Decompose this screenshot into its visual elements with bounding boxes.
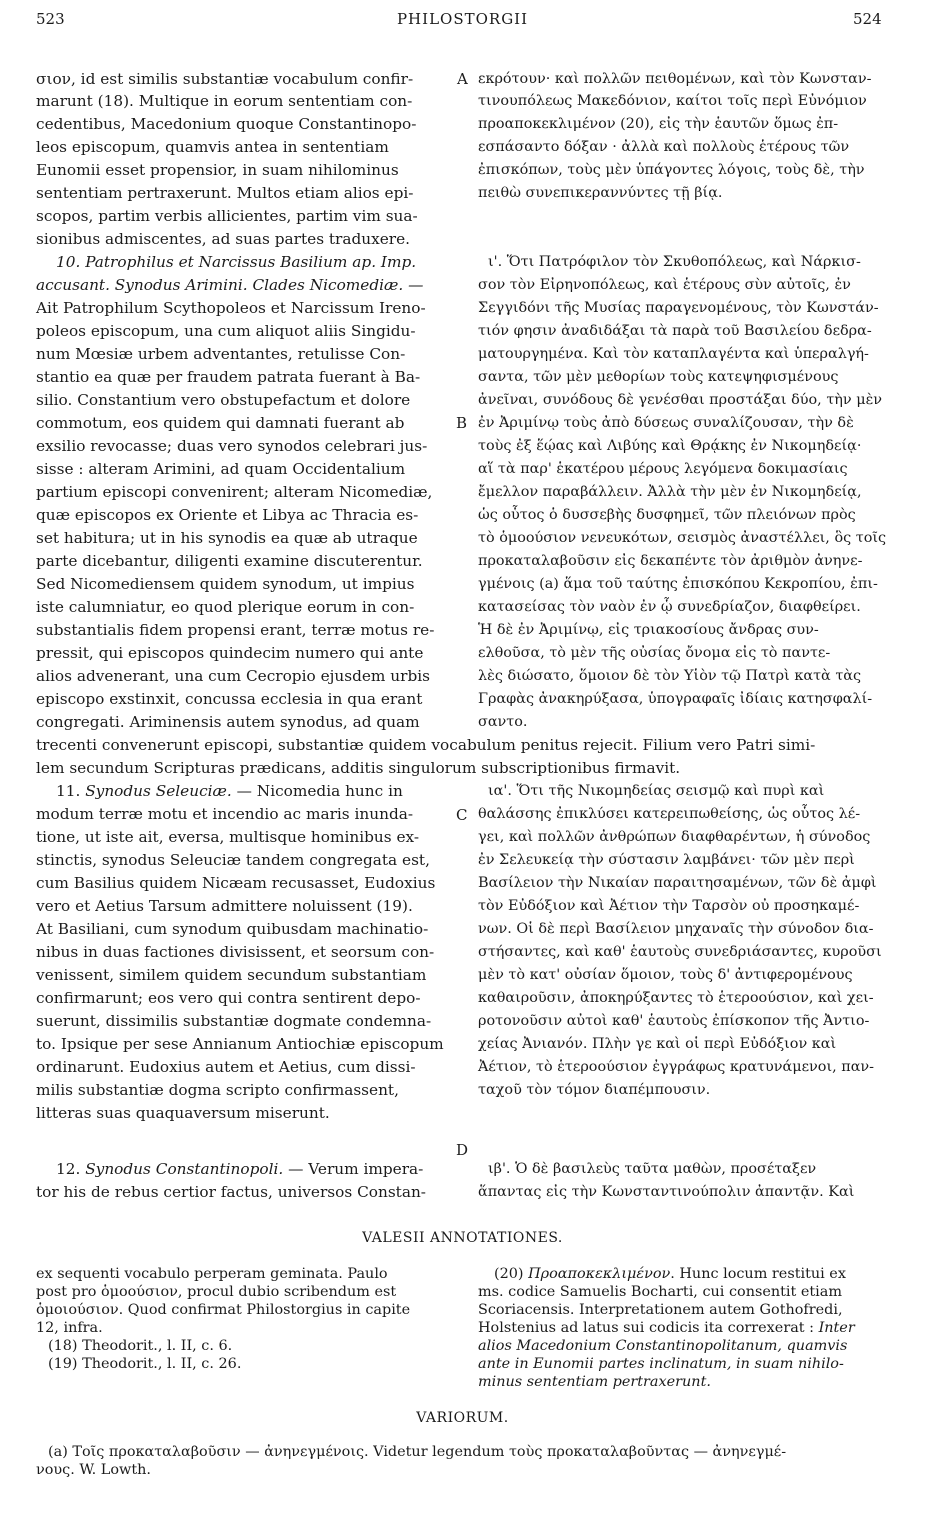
greek-line: σον τὸν Εἰρηνοπόλεως, καὶ ἑτέρους σὺν αὐτοῖς, ἐν xyxy=(478,277,851,293)
annotation-line: alios Macedonium Constantinopolitanum, quamvis xyxy=(478,1338,848,1354)
latin-line: parte dicebantur, diligenti examine discuterentur. xyxy=(36,552,423,570)
annotation-line: Holstenius ad latus sui codicis ita correxerat : Inter xyxy=(478,1320,855,1336)
greek-line: γμένοις (a) ἅμα τοῦ ταύτης ἐπισκόπου Κεκροπίου, ἐπι- xyxy=(478,576,878,592)
greek-line: θαλάσσης ἐπικλύσει κατερειπωθείσης, ὡς οὗτος λέ- xyxy=(478,806,861,822)
greek-line: Γραφὰς ἀνακηρύξασα, ὑπογραφαῖς ἰδίαις κατησφαλί- xyxy=(478,691,873,707)
margin-letter: D xyxy=(456,1141,469,1159)
latin-line: pressit, qui episcopos quindecim numero qui ante xyxy=(36,644,424,662)
running-title: PHILOSTORGII xyxy=(396,10,529,28)
latin-line: cum Basilius quidem Nicæam recusasset, Eudoxius xyxy=(36,874,436,892)
latin-line: marunt (18). Multique in eorum sententiam con- xyxy=(36,92,413,110)
greek-line: σαντα, τῶν μὲν μεθορίων τοὺς κατεψηφισμένους xyxy=(478,369,839,385)
greek-line: τινουπόλεως Μακεδόνιον, καίτοι τοῖς περὶ Εὐνόμιον xyxy=(478,93,867,109)
greek-line: λὲς διώσατο, ὅμοιον δὲ τὸν Υἱὸν τῷ Πατρὶ κατὰ τὰς xyxy=(478,668,862,684)
annotation-line: ante in Eunomii partes inclinatum, in suam nihilo- xyxy=(478,1356,844,1372)
greek-line: ταχοῦ τὸν τόμον διαπέμπουσιν. xyxy=(478,1082,711,1098)
greek-line: Ἀέτιον, τὸ ἑτεροούσιον ἐγγράφως κρατυνάμενοι, παν- xyxy=(478,1059,875,1075)
margin-letter: B xyxy=(456,414,468,432)
latin-line: ordinarunt. Eudoxius autem et Aetius, cum dissi- xyxy=(36,1058,416,1076)
latin-line: quæ episcopos ex Oriente et Libya ac Thracia es- xyxy=(36,506,419,524)
greek-line: ροτονοῦσιν αὐτοὶ καθ' ἑαυτοὺς ἐπίσκοπον τῆς Ἀντιο- xyxy=(478,1013,870,1029)
greek-line: προκαταλαβοῦσιν εἰς δεκαπέντε τὸν ἀριθμὸν ἀνηνε- xyxy=(478,553,863,569)
section-heading: 12. Synodus Constantinopoli. — Verum impera- xyxy=(56,1160,424,1178)
greek-line: προαποκεκλιμένον (20), εἰς τὴν ἑαυτῶν ὅμως ἐπ- xyxy=(478,116,839,132)
greek-line: ὡς οὗτος ὁ δυσσεβὴς δυσφημεῖ, τῶν πλειόνων πρὸς xyxy=(478,507,856,523)
annotation-line: ms. codice Samuelis Bocharti, cui consentit etiam xyxy=(478,1284,842,1300)
latin-line: set habitura; ut in his synodis ea quæ ab utraque xyxy=(36,529,418,547)
greek-line: ἔμελλον παραβάλλειν. Ἀλλὰ τὴν μὲν ἐν Νικομηδείᾳ, xyxy=(478,484,862,500)
latin-line: num Mœsiæ urbem adventantes, retulisse Con- xyxy=(36,345,406,363)
latin-line: Eunomii esset propensior, in suam nihilominus xyxy=(36,161,399,179)
latin-line: confirmarunt; eos vero qui contra sentirent depo- xyxy=(36,989,421,1007)
greek-line: Σεγγιδόνι τῆς Μυσίας παραγενομένους, τὸν Κωνστάν- xyxy=(478,300,879,316)
greek-line: τὸ ὁμοούσιον νενευκότων, σεισμὸς ἀναστέλλει, ὃς τοῖς xyxy=(478,530,887,546)
greek-line: νων. Οἱ δὲ περὶ Βασίλειον μηχαναῖς τὴν σύνοδον δια- xyxy=(478,921,874,937)
greek-line: αἵ τὰ παρ' ἑκατέρου μέρους λεγόμενα δοκιμασίαις xyxy=(478,461,848,477)
greek-line: ι'. Ὅτι Πατρόφιλον τὸν Σκυθοπόλεως, καὶ Νάρκισ- xyxy=(488,254,861,270)
greek-line: ελθοῦσα, τὸ μὲν τῆς οὐσίας ὄνομα εἰς τὸ παντε- xyxy=(478,645,831,661)
section-heading: 11. Synodus Seleuciæ. — Nicomedia hunc in xyxy=(56,782,403,800)
greek-line: χείας Ἀνιανόν. Πλὴν γε καὶ οἱ περὶ Εὐδόξιον καὶ xyxy=(478,1036,837,1052)
latin-line: episcopo exstinxit, concussa ecclesia in qua erant xyxy=(36,690,423,708)
latin-line: substantialis fidem propensi erant, terræ motus re- xyxy=(36,621,435,639)
greek-line: ια'. Ὅτι τῆς Νικομηδείας σεισμῷ καὶ πυρὶ καὶ xyxy=(488,783,825,799)
greek-line: κατασείσας τὸν ναὸν ἐν ᾧ συνεδρίαζον, διαφθείρει. xyxy=(478,599,861,615)
latin-line: vero et Aetius Tarsum admittere noluissent (19). xyxy=(36,897,413,915)
greek-line: ιβ'. Ὁ δὲ βασιλεὺς ταῦτα μαθὼν, προσέταξεν xyxy=(488,1161,817,1177)
page-number-left: 523 xyxy=(36,10,65,28)
greek-line: καθαιροῦσιν, ἀποκηρύξαντες τὸ ἑτεροούσιον, καὶ χει- xyxy=(478,990,874,1006)
annotation-line: (18) Theodorit., l. II, c. 6. xyxy=(48,1338,233,1354)
variorum-line: (a) Τοῖς προκαταλαβοῦσιν — ἀνηνεγμένοις. Videtur legendum τοὺς προκαταλαβοῦντας — ἀνηνεγμέ- xyxy=(48,1444,787,1460)
section-heading: accusant. Synodus Arimini. Clades Nicomediæ. — xyxy=(36,276,424,294)
full-width-line: lem secundum Scripturas prædicans, additis singulorum subscriptionibus firmavit. xyxy=(36,759,681,777)
page-number-right: 524 xyxy=(853,10,882,28)
latin-line: to. Ipsique per sese Annianum Antiochiæ episcopum xyxy=(36,1035,444,1053)
greek-line: ἐπισκόπων, τοὺς μὲν ὑπάγοντες λόγοις, τοὺς δὲ, τὴν xyxy=(478,162,865,178)
latin-line: leos episcopum, quamvis antea in sententiam xyxy=(36,138,389,156)
annotation-line: 12, infra. xyxy=(36,1320,103,1336)
full-width-line: trecenti convenerunt episcopi, substantiæ quidem vocabulum penitus rejecit. Filium vero Patri simi- xyxy=(36,736,816,754)
latin-line: tione, ut iste ait, eversa, multisque hominibus ex- xyxy=(36,828,420,846)
latin-line: alios advenerant, una cum Cecropio ejusdem urbis xyxy=(36,667,430,685)
latin-line: commotum, eos quidem qui damnati fuerant ab xyxy=(36,414,405,432)
greek-line: εκρότουν· καὶ πολλῶν πειθομένων, καὶ τὸν Κωνσταν- xyxy=(478,71,872,87)
latin-line: sionibus admiscentes, ad suas partes traduxere. xyxy=(36,230,411,248)
section-heading: 10. Patrophilus et Narcissus Basilium ap. Imp. xyxy=(56,253,417,271)
greek-line: Ἡ δὲ ἐν Ἀριμίνῳ, εἰς τριακοσίους ἄνδρας συν- xyxy=(478,622,819,638)
latin-line: stantio ea quæ per fraudem patrata fuerant à Ba- xyxy=(36,368,421,386)
greek-line: σαντο. xyxy=(478,714,528,730)
latin-line: tor his de rebus certior factus, universos Constan- xyxy=(36,1183,426,1201)
greek-line: πειθὼ συνεπικεραννύντες τῇ βίᾳ. xyxy=(478,185,723,201)
margin-letter: C xyxy=(456,806,468,824)
annotation-line: ὁμοιούσιον. Quod confirmat Philostorgius in capite xyxy=(36,1302,411,1318)
greek-line: ἅπαντας εἰς τὴν Κωνσταντινούπολιν ἀπαντᾷν. Καὶ xyxy=(478,1184,855,1200)
latin-line: partium episcopi convenirent; alteram Nicomediæ, xyxy=(36,483,433,501)
latin-line: sententiam pertraxerunt. Multos etiam alios epi- xyxy=(36,184,414,202)
greek-line: ἐν Σελευκείᾳ τὴν σύστασιν λαμβάνει· τῶν μὲν περὶ xyxy=(478,852,855,868)
latin-line: exsilio revocasse; duas vero synodos celebrari jus- xyxy=(36,437,428,455)
latin-line: At Basiliani, cum synodum quibusdam machinatio- xyxy=(36,920,429,938)
latin-line: modum terræ motu et incendio ac maris inunda- xyxy=(36,805,414,823)
latin-line: venissent, similem quidem secundum substantiam xyxy=(36,966,427,984)
greek-line: τοὺς ἐξ ἕῴας καὶ Λιβύης καὶ Θρᾴκης ἐν Νικομηδείᾳ· xyxy=(478,438,862,454)
latin-line: silio. Constantium vero obstupefactum et dolore xyxy=(36,391,411,409)
latin-line: milis substantiæ dogma scripto confirmassent, xyxy=(36,1081,399,1099)
greek-line: τιόν φησιν ἀναδιδάξαι τὰ παρὰ τοῦ Βασιλείου δεδρα- xyxy=(478,323,872,339)
annotations-heading: VALESII ANNOTATIONES. xyxy=(362,1230,563,1246)
latin-line: suerunt, dissimilis substantiæ dogmate condemna- xyxy=(36,1012,432,1030)
greek-line: ματουργημένα. Καὶ τὸν καταπλαγέντα καὶ ὑπεραλγή- xyxy=(478,346,869,362)
greek-line: τὸν Εὐδόξιον καὶ Ἀέτιον τὴν Ταρσὸν οὐ προσηκαμέ- xyxy=(478,898,860,914)
annotation-line: (19) Theodorit., l. II, c. 26. xyxy=(48,1356,242,1372)
latin-line: sisse : alteram Arimini, ad quam Occidentalium xyxy=(36,460,406,478)
greek-line: ἀνεῖναι, συνόδους δὲ γενέσθαι προστάξαι δύο, τὴν μὲν xyxy=(478,392,883,408)
margin-letter: A xyxy=(457,70,468,88)
latin-line: nibus in duas factiones divisissent, et seorsum con- xyxy=(36,943,435,961)
annotation-line: (20) Προαποκεκλιμένον. Hunc locum restitui ex xyxy=(494,1266,846,1282)
greek-line: γει, καὶ πολλῶν ἀνθρώπων διαφθαρέντων, ἡ σύνοδος xyxy=(478,829,871,845)
annotation-line: post pro ὁμοούσιον, procul dubio scribendum est xyxy=(36,1284,397,1300)
annotation-line: Scoriacensis. Interpretationem autem Gothofredi, xyxy=(478,1302,843,1318)
greek-line: μὲν τὸ κατ' οὐσίαν ὅμοιον, τοὺς δ' ἀντιφερομένους xyxy=(478,967,853,983)
variorum-line: νους. W. Lowth. xyxy=(36,1462,151,1478)
variorum-heading: VARIORUM. xyxy=(416,1410,509,1426)
greek-line: στήσαντες, καὶ καθ' ἑαυτοὺς συνεδριάσαντες, κυροῦσι xyxy=(478,944,882,960)
latin-line: congregati. Ariminensis autem synodus, ad quam xyxy=(36,713,420,731)
latin-line: Ait Patrophilum Scythopoleos et Narcissum Ireno- xyxy=(36,299,426,317)
latin-line: σιον, id est similis substantiæ vocabulum confir- xyxy=(36,70,414,88)
latin-line: litteras suas quaquaversum miserunt. xyxy=(36,1104,330,1122)
latin-line: poleos episcopum, una cum aliquot aliis Singidu- xyxy=(36,322,416,340)
latin-line: cedentibus, Macedonium quoque Constantinopo- xyxy=(36,115,417,133)
greek-line: ἐν Ἀριμίνῳ τοὺς ἀπὸ δύσεως συναλίζουσαν, τὴν δὲ xyxy=(478,415,854,431)
latin-line: iste calumniatur, eo quod plerique eorum in con- xyxy=(36,598,415,616)
latin-line: scopos, partim verbis allicientes, partim vim sua- xyxy=(36,207,418,225)
annotation-line: ex sequenti vocabulo perperam geminata. Paulo xyxy=(36,1266,388,1282)
greek-line: Βασίλειον τὴν Νικαίαν παραιτησαμένων, τῶν δὲ ἀμφὶ xyxy=(478,875,877,891)
latin-line: stinctis, synodus Seleuciæ tandem congregata est, xyxy=(36,851,430,869)
annotation-line: minus sententiam pertraxerunt. xyxy=(478,1374,711,1390)
greek-line: εσπάσαντο δόξαν · ἀλλὰ καὶ πολλοὺς ἑτέρους τῶν xyxy=(478,139,850,155)
latin-line: Sed Nicomediensem quidem synodum, ut impius xyxy=(36,575,415,593)
